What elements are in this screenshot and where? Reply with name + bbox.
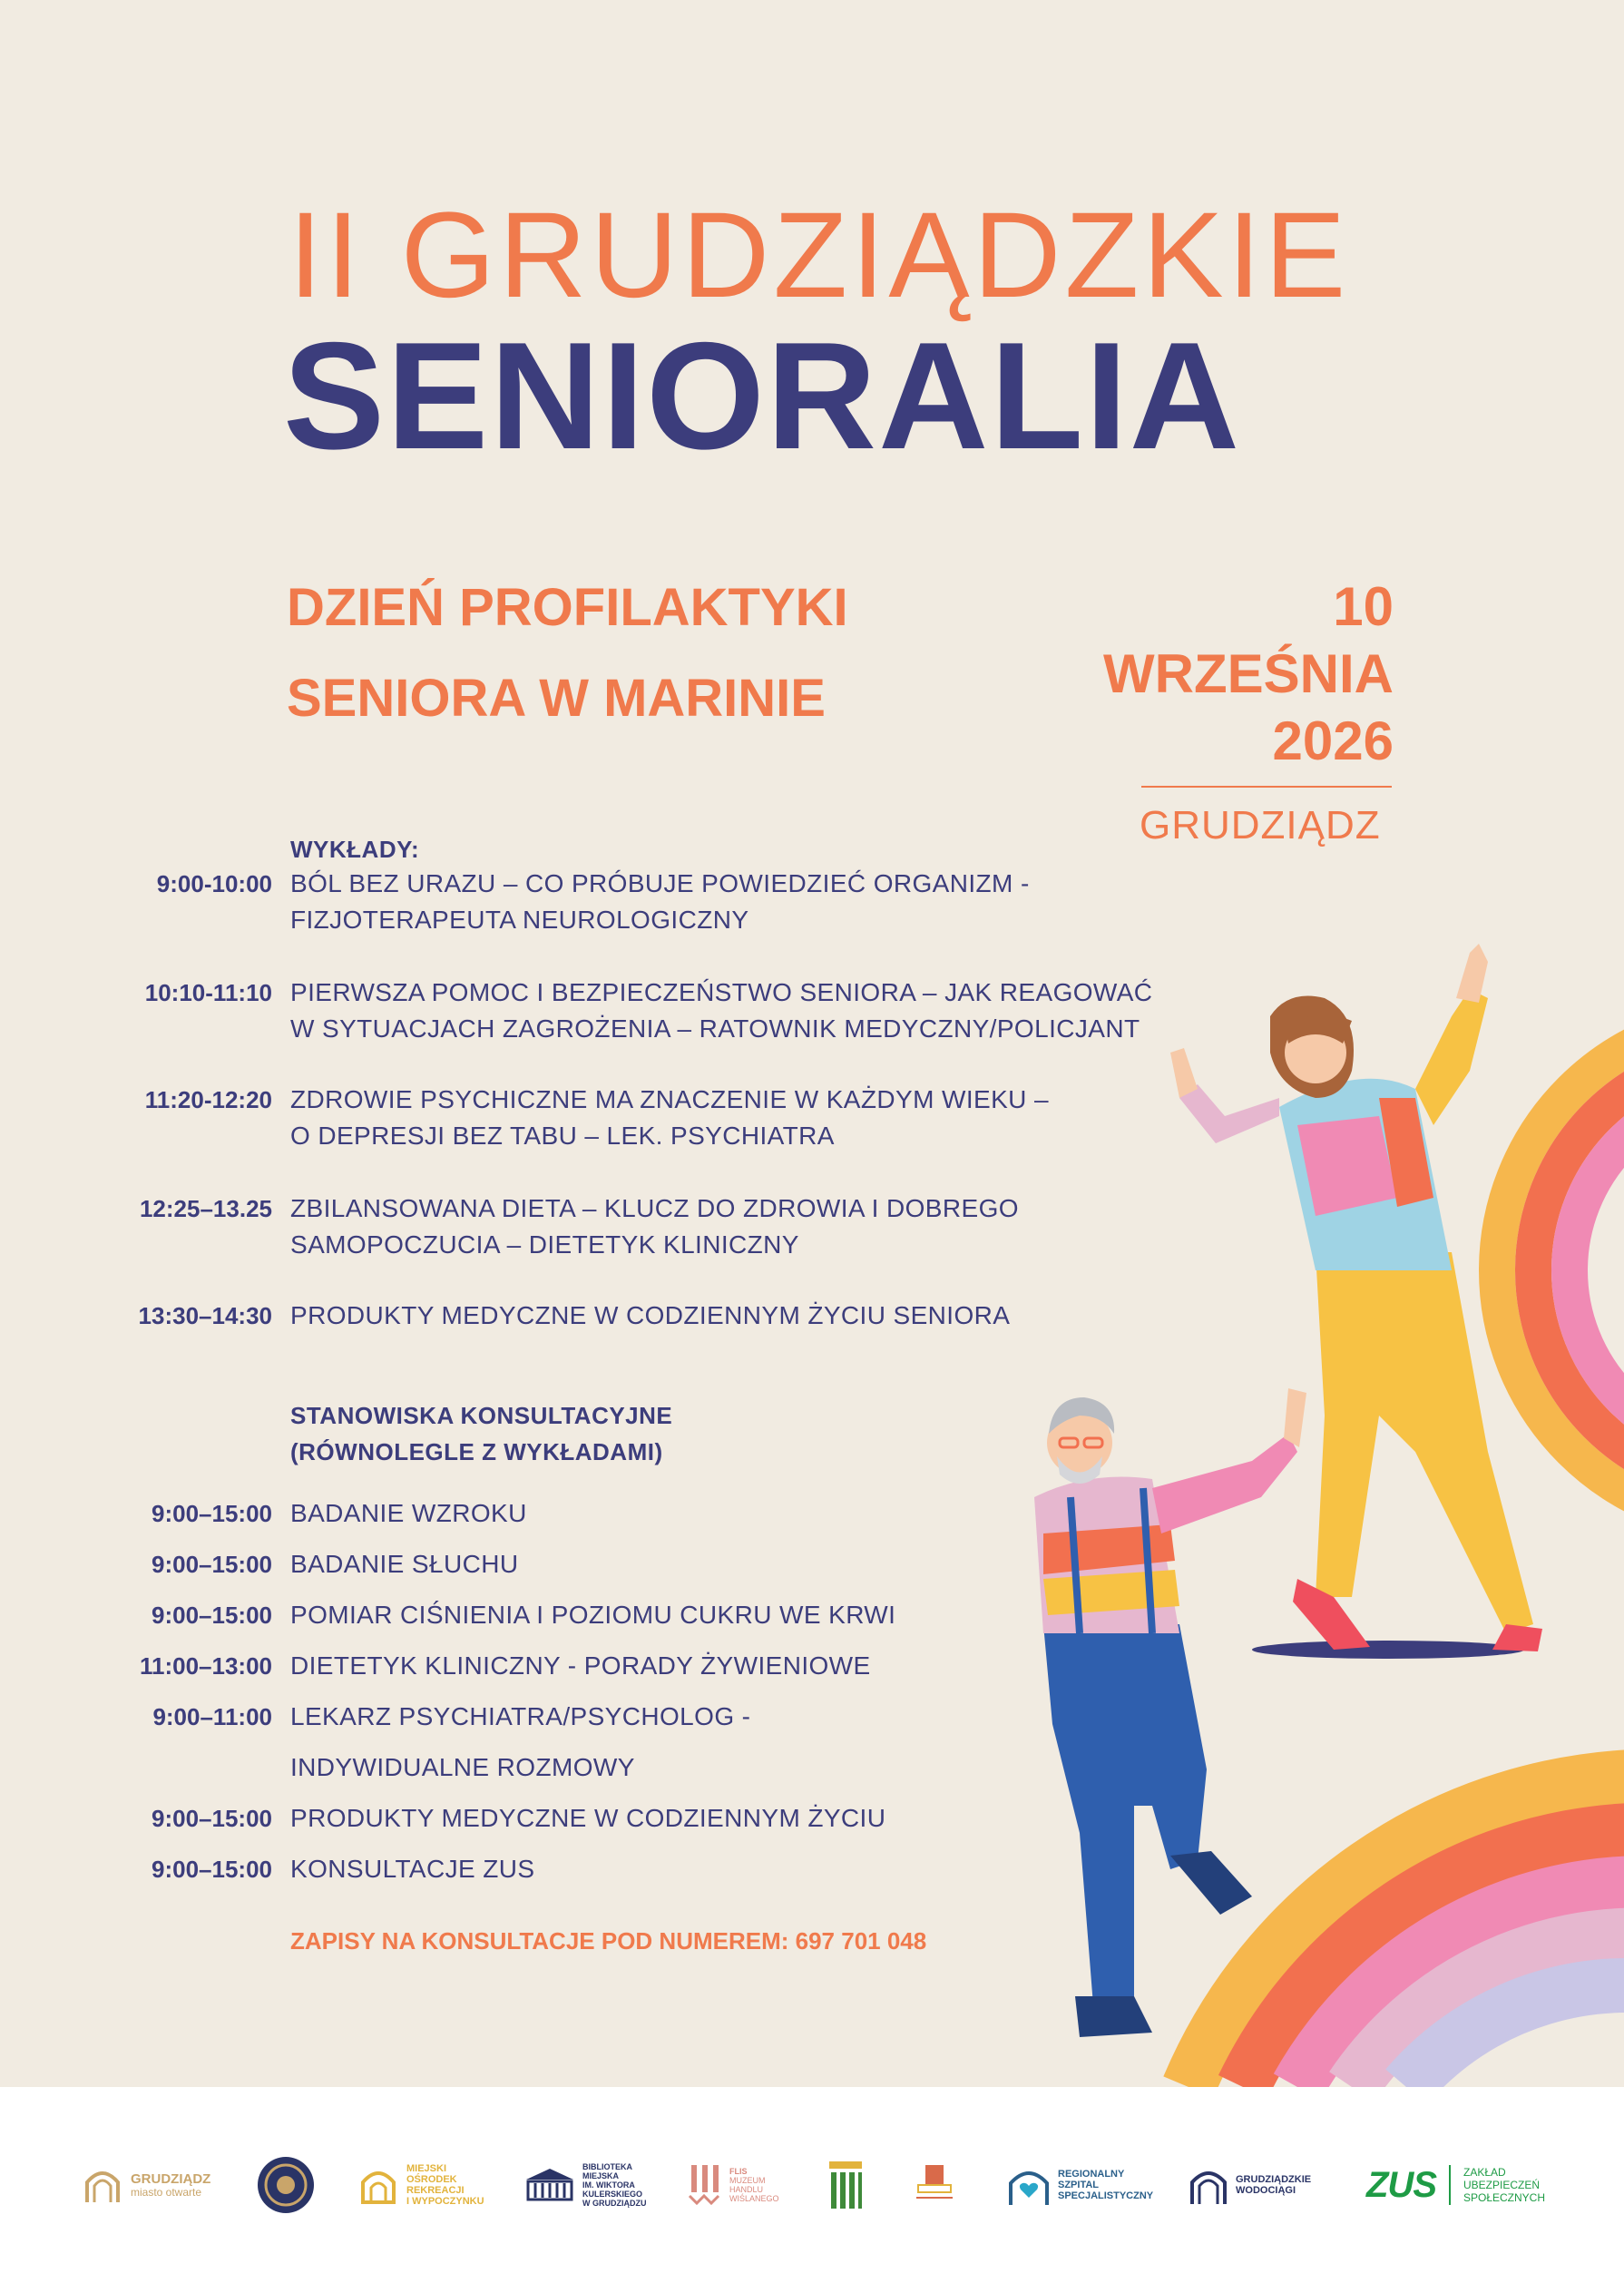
description-line: KONSULTACJE ZUS bbox=[290, 1855, 535, 1883]
consultation-description bbox=[290, 1800, 1198, 1837]
schedule-description bbox=[290, 1190, 1198, 1263]
logo-line: MIEJSKA bbox=[582, 2171, 620, 2180]
partner-logo-red bbox=[913, 2151, 956, 2219]
signup-phone-note: ZAPISY NA KONSULTACJE POD NUMEREM: 697 701 048 bbox=[290, 1927, 927, 1955]
description-line: PRODUKTY MEDYCZNE W CODZIENNYM ŻYCIU bbox=[290, 1804, 886, 1832]
schedule-description bbox=[290, 1298, 1198, 1334]
date-year: 2026 bbox=[1272, 710, 1394, 771]
event-title-line2: SENIORALIA bbox=[283, 310, 1242, 481]
seal-icon bbox=[256, 2155, 316, 2215]
consultation-time: 9:00–15:00 bbox=[152, 1551, 272, 1578]
partner-text bbox=[729, 2167, 779, 2203]
logo-line: SZPITAL bbox=[1058, 2180, 1100, 2190]
logo-line: WIŚLANEGO bbox=[729, 2194, 779, 2203]
consultation-time: 9:00–15:00 bbox=[152, 1500, 272, 1527]
description-line: INDYWIDUALNE ROZMOWY bbox=[290, 1753, 635, 1781]
event-city: GRUDZIĄDZ bbox=[1140, 803, 1381, 848]
consultations-heading-line2: (RÓWNOLEGLE Z WYKŁADAMI) bbox=[290, 1438, 663, 1465]
date-month: WRZEŚNIA bbox=[1103, 643, 1394, 704]
logo-line: ZAKŁAD bbox=[1463, 2166, 1506, 2179]
logo-line: SPECJALISTYCZNY bbox=[1058, 2190, 1154, 2201]
event-title-line1: II GRUDZIĄDZKIE bbox=[289, 188, 1350, 323]
partner-logo-green bbox=[827, 2151, 864, 2219]
description-line: BADANIE SŁUCHU bbox=[290, 1550, 519, 1578]
subtitle-line1: DZIEŃ PROFILAKTYKI bbox=[287, 578, 848, 637]
logo-line: miasto otwarte bbox=[131, 2186, 202, 2199]
partner-logo-muzeum bbox=[688, 2151, 779, 2219]
logo-line: GRUDZIĄDZ bbox=[131, 2171, 211, 2187]
partner-logo-biblioteka bbox=[524, 2151, 647, 2219]
schedule-time: 12:25–13.25 bbox=[139, 1195, 272, 1222]
description-line: BADANIE WZROKU bbox=[290, 1499, 527, 1527]
consultation-time: 11:00–13:00 bbox=[139, 1652, 272, 1680]
logo-line: WODOCIĄGI bbox=[1236, 2185, 1296, 2196]
library-building-icon bbox=[524, 2167, 575, 2203]
description-line: ZDROWIE PSYCHICZNE MA ZNACZENIE W KAŻDYM WIEKU – bbox=[290, 1085, 1049, 1113]
logo-line: MUZEUM bbox=[729, 2176, 766, 2185]
zus-divider bbox=[1449, 2165, 1451, 2205]
schedule-time: 9:00-10:00 bbox=[156, 870, 272, 897]
partner-logo-szpital bbox=[1007, 2151, 1153, 2219]
partner-text bbox=[131, 2172, 210, 2198]
logo-line: REKREACJI bbox=[406, 2185, 465, 2196]
logo-line: GRUDZIĄDZKIE bbox=[1236, 2174, 1312, 2185]
logo-line: MIEJSKI bbox=[406, 2163, 447, 2174]
partners-footer bbox=[0, 2087, 1624, 2283]
logo-line: FLIS bbox=[729, 2167, 748, 2176]
bottom-rainbow bbox=[1189, 1776, 1624, 2087]
consultation-time: 9:00–11:00 bbox=[152, 1703, 272, 1730]
right-rainbow bbox=[1497, 1016, 1624, 1524]
schedule-description bbox=[290, 1082, 1198, 1154]
consultation-time: 9:00–15:00 bbox=[152, 1602, 272, 1629]
logo-line: UBEZPIECZEŃ bbox=[1463, 2179, 1541, 2191]
logo-line: W GRUDZIĄDZU bbox=[582, 2199, 647, 2208]
logo-line: IM. WIKTORA bbox=[582, 2180, 635, 2190]
consultation-time: 9:00–15:00 bbox=[152, 1856, 272, 1883]
event-date bbox=[1103, 573, 1394, 775]
consultation-description bbox=[290, 1648, 1198, 1684]
mosir-emblem-icon bbox=[357, 2164, 399, 2206]
logo-line: REGIONALNY bbox=[1058, 2169, 1125, 2180]
partner-text bbox=[406, 2163, 484, 2207]
subtitle-line2: SENIORA W MARINIE bbox=[287, 669, 826, 728]
description-line: LEKARZ PSYCHIATRA/PSYCHOLOG - bbox=[290, 1702, 751, 1730]
description-line: W SYTUACJACH ZAGROŻENIA – RATOWNIK MEDYCZNY/POLICJANT bbox=[290, 1014, 1140, 1043]
consultations-heading bbox=[290, 1397, 672, 1470]
lectures-heading: WYKŁADY: bbox=[290, 836, 420, 863]
description-line: POMIAR CIŚNIENIA I POZIOMU CUKRU WE KRWI bbox=[290, 1601, 896, 1629]
date-divider bbox=[1141, 786, 1392, 788]
description-line: BÓL BEZ URAZU – CO PRÓBUJE POWIEDZIEĆ ORGANIZM - bbox=[290, 869, 1030, 897]
logo-line: HANDLU bbox=[729, 2185, 764, 2194]
description-line: PRODUKTY MEDYCZNE W CODZIENNYM ŻYCIU SENIORA bbox=[290, 1301, 1011, 1329]
consultation-description bbox=[290, 1597, 1198, 1633]
grudziadz-emblem-icon bbox=[82, 2164, 123, 2206]
partner-text bbox=[1236, 2174, 1311, 2196]
partner-logo-zus bbox=[1366, 2151, 1545, 2219]
logo-line: I WYPOCZYNKU bbox=[406, 2196, 484, 2207]
green-stripes-icon bbox=[827, 2160, 864, 2210]
logo-line: OŚRODEK bbox=[406, 2174, 457, 2185]
consultations-heading-line1: STANOWISKA KONSULTACYJNE bbox=[290, 1402, 673, 1429]
consultation-description bbox=[290, 1699, 1198, 1735]
schedule-time: 10:10-11:10 bbox=[144, 979, 272, 1006]
logo-line: BIBLIOTEKA bbox=[582, 2162, 632, 2171]
consultation-description bbox=[290, 1851, 1198, 1887]
zus-mark: ZUS bbox=[1366, 2164, 1436, 2205]
schedule-time: 11:20-12:20 bbox=[144, 1086, 272, 1113]
partner-logo-mosir bbox=[357, 2151, 484, 2219]
description-line: ZBILANSOWANA DIETA – KLUCZ DO ZDROWIA I DOBREGO bbox=[290, 1194, 1019, 1222]
wodociagi-emblem-icon bbox=[1189, 2164, 1228, 2206]
description-line: DIETETYK KLINICZNY - PORADY ŻYWIENIOWE bbox=[290, 1651, 871, 1680]
date-day: 10 bbox=[1333, 576, 1394, 637]
partner-logo-grudziadz bbox=[82, 2151, 210, 2219]
partner-text bbox=[1058, 2169, 1153, 2201]
description-line: PIERWSZA POMOC I BEZPIECZEŃSTWO SENIORA – JAK REAGOWAĆ bbox=[290, 978, 1153, 1006]
hospital-heart-icon bbox=[1007, 2163, 1051, 2207]
consultation-description bbox=[290, 1749, 1198, 1786]
museum-emblem-icon bbox=[688, 2161, 722, 2209]
consultation-description bbox=[290, 1546, 1198, 1582]
description-line: SAMOPOCZUCIA – DIETETYK KLINICZNY bbox=[290, 1230, 799, 1259]
partner-logo-seal bbox=[256, 2151, 316, 2219]
consultation-time: 9:00–15:00 bbox=[152, 1805, 272, 1832]
description-line: FIZJOTERAPEUTA NEUROLOGICZNY bbox=[290, 906, 749, 934]
partner-text bbox=[582, 2162, 647, 2208]
partner-logo-wodociagi bbox=[1189, 2151, 1311, 2219]
consultation-description bbox=[290, 1495, 1198, 1532]
logo-line: KULERSKIEGO bbox=[582, 2190, 643, 2199]
partner-text bbox=[1463, 2166, 1545, 2204]
logo-line: SPOŁECZNYCH bbox=[1463, 2191, 1546, 2204]
description-line: O DEPRESJI BEZ TABU – LEK. PSYCHIATRA bbox=[290, 1122, 835, 1150]
schedule-description bbox=[290, 866, 1198, 938]
red-building-icon bbox=[913, 2161, 956, 2209]
schedule-description bbox=[290, 975, 1198, 1047]
schedule-time: 13:30–14:30 bbox=[138, 1302, 272, 1329]
